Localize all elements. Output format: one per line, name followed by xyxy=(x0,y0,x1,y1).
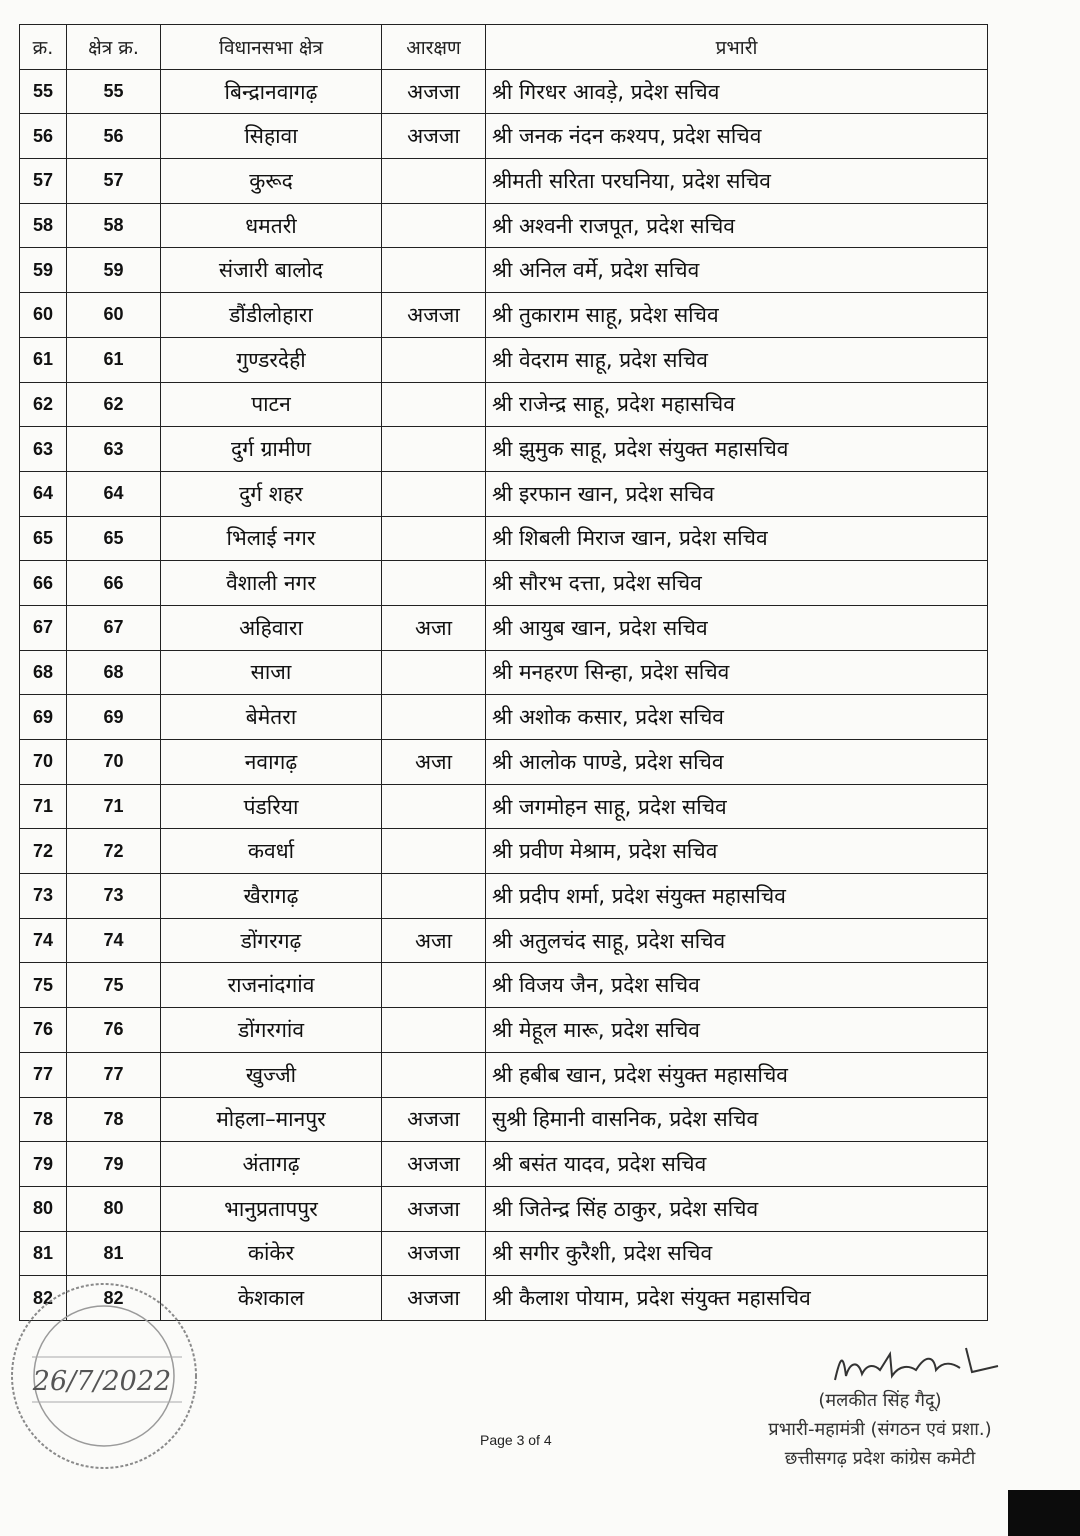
cell-reservation: अजा xyxy=(382,740,486,785)
cell-incharge: श्री मनहरण सिन्हा, प्रदेश सचिव xyxy=(486,650,988,695)
table-row xyxy=(20,1097,988,1142)
table-row xyxy=(20,516,988,561)
cell-constituency: बेमेतरा xyxy=(161,695,382,740)
cell-reservation: अजा xyxy=(382,918,486,963)
cell-reservation xyxy=(382,874,486,919)
header-incharge: प्रभारी xyxy=(486,25,988,70)
cell-constituency-no: 79 xyxy=(67,1142,161,1187)
cell-reservation xyxy=(382,159,486,204)
table-row xyxy=(20,159,988,204)
cell-incharge: श्री बसंत यादव, प्रदेश सचिव xyxy=(486,1142,988,1187)
cell-serial: 60 xyxy=(20,293,67,338)
cell-constituency: दुर्ग शहर xyxy=(161,471,382,516)
cell-incharge: श्री अश्वनी राजपूत, प्रदेश सचिव xyxy=(486,203,988,248)
table-row xyxy=(20,1186,988,1231)
table-row xyxy=(20,605,988,650)
cell-incharge: श्री कैलाश पोयाम, प्रदेश संयुक्त महासचिव xyxy=(486,1276,988,1321)
table-row xyxy=(20,1008,988,1053)
cell-serial: 56 xyxy=(20,114,67,159)
table-row xyxy=(20,337,988,382)
cell-constituency-no: 74 xyxy=(67,918,161,963)
cell-incharge: श्री तुकाराम साहू, प्रदेश सचिव xyxy=(486,293,988,338)
table-row xyxy=(20,471,988,516)
cell-constituency-no: 72 xyxy=(67,829,161,874)
cell-serial: 63 xyxy=(20,427,67,472)
cell-constituency: गुण्डरदेही xyxy=(161,337,382,382)
cell-serial: 66 xyxy=(20,561,67,606)
cell-reservation xyxy=(382,427,486,472)
table-row xyxy=(20,918,988,963)
cell-constituency-no: 61 xyxy=(67,337,161,382)
cell-constituency: पंडरिया xyxy=(161,784,382,829)
cell-serial: 75 xyxy=(20,963,67,1008)
cell-incharge: श्री जितेन्द्र सिंह ठाकुर, प्रदेश सचिव xyxy=(486,1186,988,1231)
cell-constituency-no: 81 xyxy=(67,1231,161,1276)
cell-constituency-no: 62 xyxy=(67,382,161,427)
table-header xyxy=(20,25,988,70)
cell-constituency-no: 59 xyxy=(67,248,161,293)
cell-constituency: केशकाल xyxy=(161,1276,382,1321)
cell-reservation: अजजा xyxy=(382,1186,486,1231)
table-row xyxy=(20,293,988,338)
cell-reservation: अजजा xyxy=(382,1231,486,1276)
table-body xyxy=(20,69,988,1320)
cell-constituency-no: 76 xyxy=(67,1008,161,1053)
cell-incharge: श्री अतुलचंद साहू, प्रदेश सचिव xyxy=(486,918,988,963)
cell-reservation: अजजा xyxy=(382,1097,486,1142)
organization-name: छत्तीसगढ़ प्रदेश कांग्रेस कमेटी xyxy=(784,1448,976,1469)
cell-constituency: बिन्द्रानवागढ़ xyxy=(161,69,382,114)
cell-incharge: श्री सगीर कुरैशी, प्रदेश सचिव xyxy=(486,1231,988,1276)
table-row xyxy=(20,1231,988,1276)
cell-reservation: अजजा xyxy=(382,1276,486,1321)
cell-constituency-no: 57 xyxy=(67,159,161,204)
cell-incharge: श्री प्रदीप शर्मा, प्रदेश संयुक्त महासचिव xyxy=(486,874,988,919)
cell-constituency: दुर्ग ग्रामीण xyxy=(161,427,382,472)
cell-constituency: मोहला–मानपुर xyxy=(161,1097,382,1142)
cell-constituency-no: 63 xyxy=(67,427,161,472)
cell-serial: 57 xyxy=(20,159,67,204)
cell-serial: 79 xyxy=(20,1142,67,1187)
cell-reservation xyxy=(382,561,486,606)
cell-constituency: पाटन xyxy=(161,382,382,427)
cell-serial: 58 xyxy=(20,203,67,248)
table-row xyxy=(20,874,988,919)
cell-constituency: खुज्जी xyxy=(161,1052,382,1097)
cell-reservation xyxy=(382,516,486,561)
cell-serial: 81 xyxy=(20,1231,67,1276)
cell-constituency-no: 69 xyxy=(67,695,161,740)
cell-constituency-no: 77 xyxy=(67,1052,161,1097)
cell-incharge: श्री जगमोहन साहू, प्रदेश सचिव xyxy=(486,784,988,829)
header-serial: क्र. xyxy=(20,25,67,70)
cell-incharge: श्री सौरभ दत्ता, प्रदेश सचिव xyxy=(486,561,988,606)
cell-constituency-no: 68 xyxy=(67,650,161,695)
cell-incharge: श्री शिबली मिराज खान, प्रदेश सचिव xyxy=(486,516,988,561)
header-reservation: आरक्षण xyxy=(382,25,486,70)
cell-incharge: श्री विजय जैन, प्रदेश सचिव xyxy=(486,963,988,1008)
cell-incharge: श्री जनक नंदन कश्यप, प्रदेश सचिव xyxy=(486,114,988,159)
cell-reservation xyxy=(382,337,486,382)
cell-constituency: डोंगरगांव xyxy=(161,1008,382,1053)
cell-incharge: सुश्री हिमानी वासनिक, प्रदेश सचिव xyxy=(486,1097,988,1142)
cell-serial: 78 xyxy=(20,1097,67,1142)
cell-constituency-no: 73 xyxy=(67,874,161,919)
cell-constituency-no: 58 xyxy=(67,203,161,248)
table-row xyxy=(20,963,988,1008)
cell-incharge: श्री आयुब खान, प्रदेश सचिव xyxy=(486,605,988,650)
cell-constituency: संजारी बालोद xyxy=(161,248,382,293)
cell-constituency: नवागढ़ xyxy=(161,740,382,785)
cell-incharge: श्री आलोक पाण्डे, प्रदेश सचिव xyxy=(486,740,988,785)
cell-incharge: श्री वेदराम साहू, प्रदेश सचिव xyxy=(486,337,988,382)
handwritten-signature xyxy=(740,1340,1000,1386)
cell-constituency-no: 75 xyxy=(67,963,161,1008)
cell-serial: 65 xyxy=(20,516,67,561)
cell-incharge: श्रीमती सरिता परघनिया, प्रदेश सचिव xyxy=(486,159,988,204)
header-row xyxy=(20,25,988,70)
official-stamp xyxy=(2,1272,207,1477)
cell-constituency: राजनांदगांव xyxy=(161,963,382,1008)
stamp-date: 26/7/2022 xyxy=(32,1366,172,1397)
cell-incharge: श्री अशोक कसार, प्रदेश सचिव xyxy=(486,695,988,740)
cell-reservation xyxy=(382,829,486,874)
cell-constituency-no: 66 xyxy=(67,561,161,606)
cell-constituency-no: 67 xyxy=(67,605,161,650)
cell-reservation xyxy=(382,382,486,427)
cell-reservation xyxy=(382,784,486,829)
cell-constituency: वैशाली नगर xyxy=(161,561,382,606)
cell-constituency-no: 80 xyxy=(67,1186,161,1231)
table-row xyxy=(20,650,988,695)
table-row xyxy=(20,203,988,248)
cell-incharge: श्री मेहूल मारू, प्रदेश सचिव xyxy=(486,1008,988,1053)
cell-constituency: अहिवारा xyxy=(161,605,382,650)
cell-incharge: श्री झुमुक साहू, प्रदेश संयुक्त महासचिव xyxy=(486,427,988,472)
cell-constituency: अंतागढ़ xyxy=(161,1142,382,1187)
table-row xyxy=(20,114,988,159)
table-row xyxy=(20,829,988,874)
cell-constituency: धमतरी xyxy=(161,203,382,248)
cell-constituency: सिहावा xyxy=(161,114,382,159)
cell-serial: 64 xyxy=(20,471,67,516)
cell-serial: 71 xyxy=(20,784,67,829)
cell-constituency: कांकेर xyxy=(161,1231,382,1276)
cell-reservation xyxy=(382,695,486,740)
cell-reservation xyxy=(382,1052,486,1097)
signatory-name: (मलकीत सिंह गैदू) xyxy=(818,1390,942,1411)
cell-serial: 68 xyxy=(20,650,67,695)
cell-reservation: अजजा xyxy=(382,1142,486,1187)
cell-constituency-no: 82 xyxy=(67,1276,161,1321)
cell-serial: 55 xyxy=(20,69,67,114)
cell-serial: 62 xyxy=(20,382,67,427)
table-row xyxy=(20,695,988,740)
cell-incharge: श्री राजेन्द्र साहू, प्रदेश महासचिव xyxy=(486,382,988,427)
cell-reservation: अजा xyxy=(382,605,486,650)
cell-constituency-no: 71 xyxy=(67,784,161,829)
cell-constituency-no: 60 xyxy=(67,293,161,338)
cell-reservation: अजजा xyxy=(382,114,486,159)
table-row xyxy=(20,382,988,427)
cell-reservation xyxy=(382,1008,486,1053)
cell-constituency-no: 65 xyxy=(67,516,161,561)
cell-incharge: श्री प्रवीण मेश्राम, प्रदेश सचिव xyxy=(486,829,988,874)
cell-serial: 74 xyxy=(20,918,67,963)
cell-constituency: खैरागढ़ xyxy=(161,874,382,919)
cell-serial: 67 xyxy=(20,605,67,650)
cell-serial: 77 xyxy=(20,1052,67,1097)
table-row xyxy=(20,740,988,785)
cell-incharge: श्री गिरधर आवड़े, प्रदेश सचिव xyxy=(486,69,988,114)
table-row xyxy=(20,248,988,293)
cell-constituency: भानुप्रतापपुर xyxy=(161,1186,382,1231)
cell-serial: 73 xyxy=(20,874,67,919)
cell-constituency-no: 55 xyxy=(67,69,161,114)
cell-constituency-no: 70 xyxy=(67,740,161,785)
cell-constituency: कुरूद xyxy=(161,159,382,204)
cell-serial: 59 xyxy=(20,248,67,293)
cell-reservation: अजजा xyxy=(382,69,486,114)
page-number: Page 3 of 4 xyxy=(480,1432,552,1448)
incharge-table xyxy=(19,24,988,1321)
cell-serial: 82 xyxy=(20,1276,67,1321)
header-constituency: विधानसभा क्षेत्र xyxy=(161,25,382,70)
cell-reservation xyxy=(382,963,486,1008)
cell-reservation xyxy=(382,650,486,695)
cell-incharge: श्री इरफान खान, प्रदेश सचिव xyxy=(486,471,988,516)
cell-reservation xyxy=(382,471,486,516)
cell-serial: 72 xyxy=(20,829,67,874)
cell-serial: 80 xyxy=(20,1186,67,1231)
header-constituency-no: क्षेत्र क्र. xyxy=(67,25,161,70)
cell-constituency: डौंडीलोहारा xyxy=(161,293,382,338)
cell-serial: 76 xyxy=(20,1008,67,1053)
cell-constituency-no: 56 xyxy=(67,114,161,159)
table-row xyxy=(20,427,988,472)
cell-constituency: साजा xyxy=(161,650,382,695)
cell-reservation xyxy=(382,248,486,293)
table-row xyxy=(20,1052,988,1097)
signatory-designation: प्रभारी-महामंत्री (संगठन एवं प्रशा.) xyxy=(768,1419,992,1440)
cell-reservation xyxy=(382,203,486,248)
cell-constituency: डोंगरगढ़ xyxy=(161,918,382,963)
table-row xyxy=(20,784,988,829)
cell-constituency: भिलाई नगर xyxy=(161,516,382,561)
cell-constituency-no: 78 xyxy=(67,1097,161,1142)
table-row xyxy=(20,561,988,606)
table-row xyxy=(20,1142,988,1187)
cell-serial: 70 xyxy=(20,740,67,785)
cell-serial: 69 xyxy=(20,695,67,740)
cell-constituency: कवर्धा xyxy=(161,829,382,874)
cell-incharge: श्री अनिल वर्मे, प्रदेश सचिव xyxy=(486,248,988,293)
table-row xyxy=(20,69,988,114)
cell-serial: 61 xyxy=(20,337,67,382)
cell-reservation: अजजा xyxy=(382,293,486,338)
signature-block xyxy=(700,1340,1060,1473)
scan-edge-shadow xyxy=(1008,1490,1080,1536)
cell-constituency-no: 64 xyxy=(67,471,161,516)
cell-incharge: श्री हबीब खान, प्रदेश संयुक्त महासचिव xyxy=(486,1052,988,1097)
